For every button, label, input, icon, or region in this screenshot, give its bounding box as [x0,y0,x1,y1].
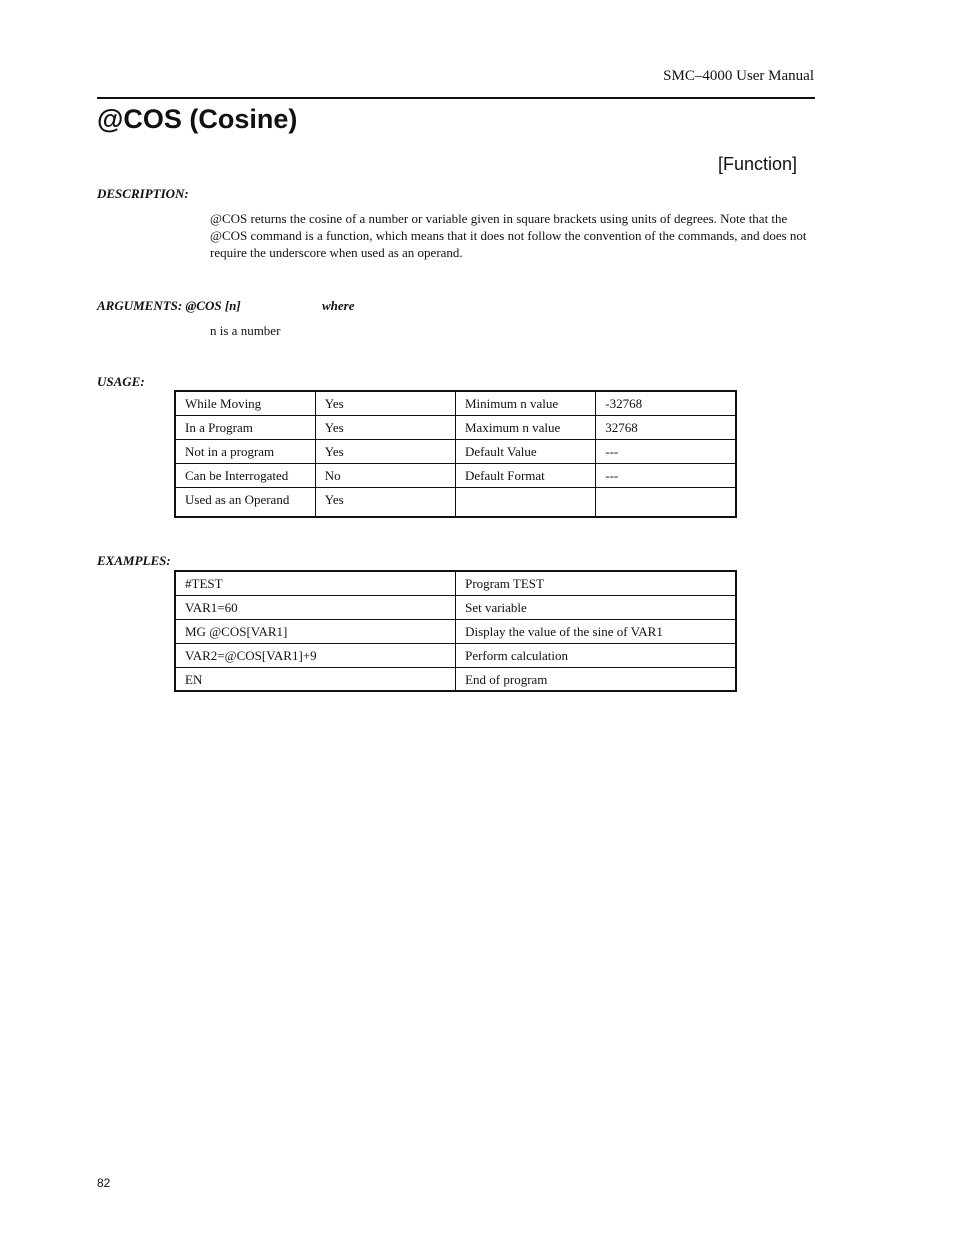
table-cell: Yes [315,391,455,415]
table-cell: Yes [315,439,455,463]
table-cell: #TEST [175,571,456,595]
table-cell: End of program [456,667,736,691]
examples-table [174,570,737,692]
table-cell: Program TEST [456,571,736,595]
table-cell: No [315,463,455,487]
table-cell: Used as an Operand [175,487,315,517]
table-row [175,667,736,691]
table-cell: VAR1=60 [175,595,456,619]
description-text: @COS returns the cosine of a number or variable given in square brackets using units of degrees. Note that the @COS command is a function, which means that it does not follow the convention of the commands, and does not require the underscore when used as an operand. [210,211,807,260]
table-row [175,391,736,415]
usage-table [174,390,737,518]
description-label: DESCRIPTION: [97,186,189,201]
table-row [175,487,736,517]
table-cell: -32768 [596,391,736,415]
table-cell: Perform calculation [456,643,736,667]
manual-title: SMC–4000 User Manual [663,68,814,84]
examples-label: EXAMPLES: [97,553,171,568]
arguments-detail: n is a number [210,323,281,338]
table-cell: In a Program [175,415,315,439]
table-cell [596,487,736,517]
table-cell: While Moving [175,391,315,415]
table-cell: Set variable [456,595,736,619]
table-cell: Yes [315,415,455,439]
table-row [175,619,736,643]
table-row [175,463,736,487]
table-cell: Display the value of the sine of VAR1 [456,619,736,643]
table-row [175,415,736,439]
table-cell: Minimum n value [456,391,596,415]
table-cell: 32768 [596,415,736,439]
table-cell: Default Format [456,463,596,487]
arguments-label: ARGUMENTS: @COS [n] [97,298,241,313]
header-rule [97,97,815,99]
table-cell: --- [596,463,736,487]
table-cell: Not in a program [175,439,315,463]
page-number: 82 [97,1176,111,1190]
table-row [175,439,736,463]
table-cell: Maximum n value [456,415,596,439]
arguments-where: where [322,298,355,313]
table-cell: --- [596,439,736,463]
table-row [175,571,736,595]
table-cell: Yes [315,487,455,517]
table-cell: VAR2=@COS[VAR1]+9 [175,643,456,667]
table-row [175,643,736,667]
table-cell: Can be Interrogated [175,463,315,487]
table-cell: Default Value [456,439,596,463]
page-title: @COS (Cosine) [97,104,298,134]
table-row [175,595,736,619]
table-cell [456,487,596,517]
table-cell: MG @COS[VAR1] [175,619,456,643]
usage-label: USAGE: [97,374,145,389]
table-cell: EN [175,667,456,691]
command-kind: [Function] [717,154,797,174]
